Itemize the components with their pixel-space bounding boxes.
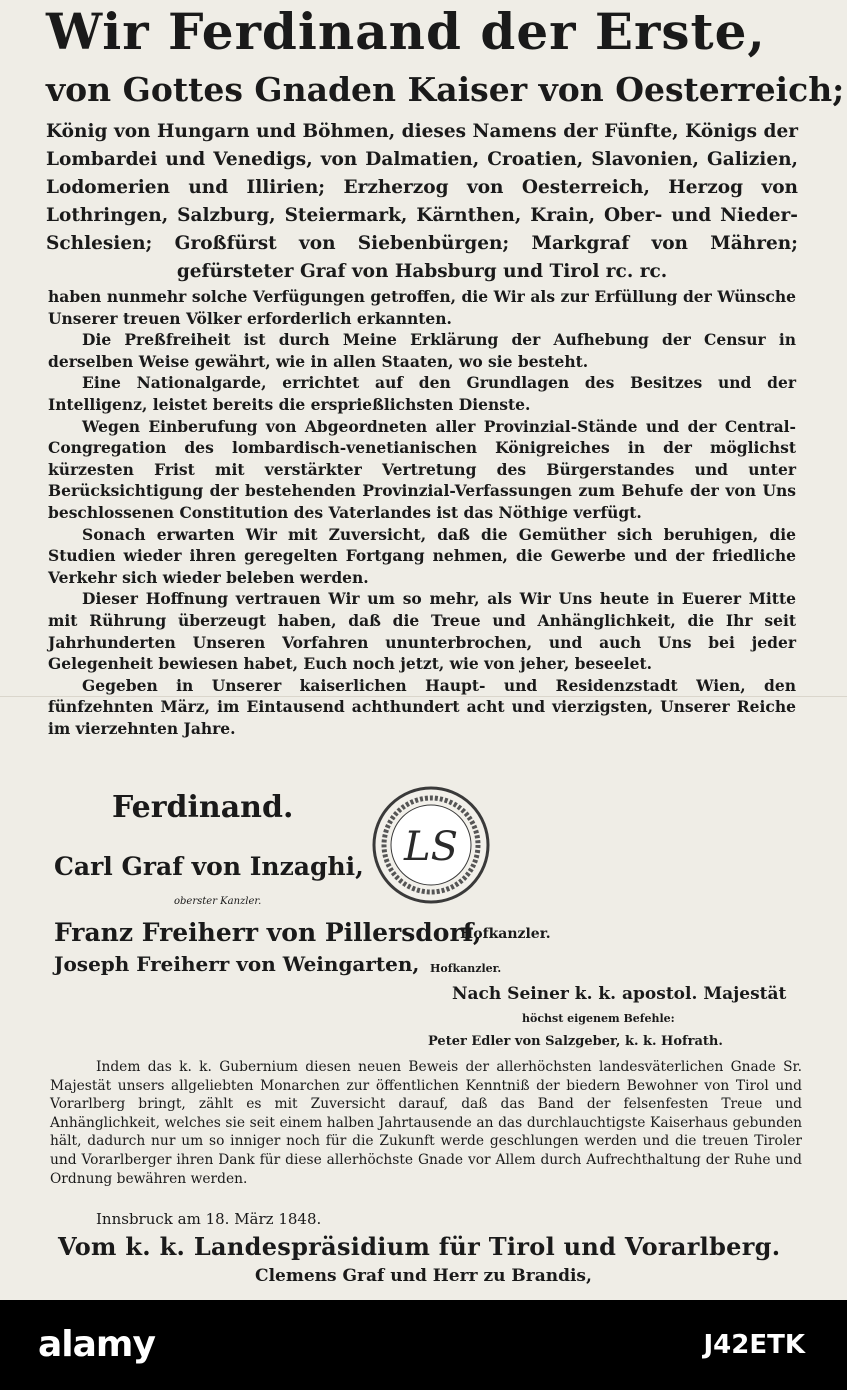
alamy-logo: alamy xyxy=(38,1324,155,1365)
notice-paragraph: Indem das k. k. Gubernium diesen neuen Beweis der allerhöchsten landesväterlichen Gnade Sr. Majestät unsers allgeliebten Monarchen zur öffentlichen Kenntniß der biedern Bewohner von Tirol und Vorarlberg bringt, zählt es mit Zuversicht darauf, daß das Band der felsenfesten Treue und Anhänglichkeit, welches sie seit einem halben Jahrtausende an das durchlauchtigste Kaiserhaus gebunden hält, dadurch nur um so inniger noch für die Zukunft werde geschlungen werden und die treuen Tiroler und Vorarlberger ihren Dank für diese allerhöchste Gnade vor Allem durch Aufrechthaltung der Ruhe und Ordnung bewähren werden. xyxy=(50,1059,802,1187)
signer2-role: Hofkanzler. xyxy=(460,926,551,942)
order-line-1: Nach Seiner k. k. apostol. Majestät xyxy=(452,984,787,1004)
image-id: J42ETK xyxy=(703,1330,805,1360)
order-line-3: Peter Edler von Salzgeber, k. k. Hofrath. xyxy=(428,1034,723,1049)
watermark-bar xyxy=(0,1300,847,1390)
document-subtitle: von Gottes Gnaden Kaiser von Oesterreich; xyxy=(46,70,845,109)
place-date: Innsbruck am 18. März 1848. xyxy=(96,1210,322,1228)
order-line-2: höchst eigenem Befehle: xyxy=(522,1012,675,1025)
body-paragraph: Die Preßfreiheit ist durch Meine Erklärung der Aufhebung der Censur in derselben Weise gewährt, wie in allen Staaten, wo sie besteht. xyxy=(48,330,796,371)
body-paragraph: Dieser Hoffnung vertrauen Wir um so mehr, als Wir Uns heute in Euerer Mitte mit Rührung überzeugt haben, daß die Treue und Anhänglichkeit, die Ihr seit Jahrhunderten Unseren Vorfahren ununterbrochen, und auch Uns bei jeder Gelegenheit bewiesen habet, Euch noch jetzt, wie von jeher, beseelet. xyxy=(48,589,796,674)
seal-text: LS xyxy=(404,824,458,870)
authority-line: Vom k. k. Landespräsidium für Tirol und Vorarlberg. xyxy=(58,1232,781,1261)
gubernium-notice xyxy=(50,1058,802,1188)
signer1-name: Carl Graf von Inzaghi, xyxy=(54,852,364,881)
document-title: Wir Ferdinand der Erste, xyxy=(46,2,766,61)
body-paragraph: Sonach erwarten Wir mit Zuversicht, daß die Gemüther sich beruhigen, die Studien wieder ihren geregelten Fortgang nehmen, die Gewerbe und der friedliche Verkehr sich wieder beleben werden. xyxy=(48,524,796,587)
proclamation-body xyxy=(48,286,796,739)
royal-titles: König von Hungarn und Böhmen, dieses Namens der Fünfte, Königs der Lombardei und Venedigs, von Dalmatien, Croatien, Slavonien, Galizien, Lodomerien und Illirien; Erzherzog von Oesterreich, Herzog von Lothringen, Salzburg, Steiermark, Kärnthen, Krain, Ober- und Nieder-Schlesien; Großfürst von Siebenbürgen; Markgraf von Mähren; gefürsteter Graf von Habsburg und Tirol rc. rc. xyxy=(46,121,798,282)
signer3-role: Hofkanzler. xyxy=(430,962,502,975)
final-signer: Clemens Graf und Herr zu Brandis, xyxy=(255,1266,592,1286)
body-paragraph: haben nunmehr solche Verfügungen getroffen, die Wir als zur Erfüllung der Wünsche Unserer treuen Völker erforderlich erkannten. xyxy=(48,287,796,328)
signer3-name: Joseph Freiherr von Weingarten, xyxy=(54,952,420,976)
body-paragraph: Gegeben in Unserer kaiserlichen Haupt- und Residenzstadt Wien, den fünfzehnten März, im Eintausend achthundert acht und vierzigsten, Unserer Reiche im vierzehnten Jahre. xyxy=(48,675,796,738)
monarch-signature: Ferdinand. xyxy=(112,790,294,825)
signer2-name: Franz Freiherr von Pillersdorf, xyxy=(54,918,482,947)
body-paragraph: Eine Nationalgarde, errichtet auf den Grundlagen des Besitzes und der Intelligenz, leistet bereits die ersprießlichsten Dienste. xyxy=(48,373,796,414)
seal-icon xyxy=(370,784,492,906)
body-paragraph: Wegen Einberufung von Abgeordneten aller Provinzial-Stände und der Central-Congregation des lombardisch-venetianischen Königreiches in der möglichst kürzesten Frist mit verstärkter Vertretung des Bürgerstandes und unter Berücksichtigung der bestehenden Provinzial-Verfassungen zum Behufe der von Uns beschlossenen Constitution des Vaterlandes ist das Nöthige verfügt. xyxy=(48,416,796,522)
signer1-role: oberster Kanzler. xyxy=(174,896,262,907)
